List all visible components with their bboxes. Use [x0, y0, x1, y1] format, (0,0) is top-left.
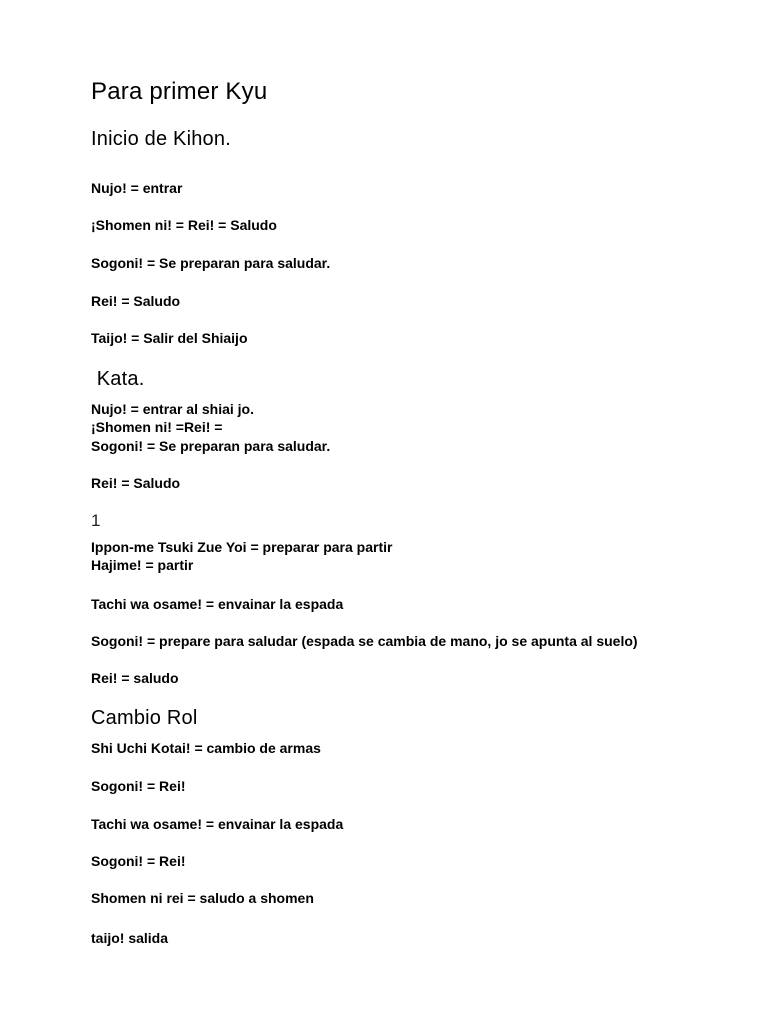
cambio-line-6: taijo! salida — [91, 930, 169, 946]
kihon-line-3: Sogoni! = Se preparan para saludar. — [91, 255, 331, 271]
section-heading-kihon: Inicio de Kihon. — [91, 128, 231, 150]
section1-line-3: Tachi wa osame! = envainar la espada — [91, 596, 344, 612]
section1-line-1: Ippon-me Tsuki Zue Yoi = preparar para partir — [91, 539, 393, 555]
kata-line-3: Sogoni! = Se preparan para saludar. — [91, 438, 331, 454]
cambio-line-5: Shomen ni rei = saludo a shomen — [91, 890, 314, 906]
cambio-line-1: Shi Uchi Kotai! = cambio de armas — [91, 740, 321, 756]
section1-line-2: Hajime! = partir — [91, 557, 194, 573]
cambio-line-3: Tachi wa osame! = envainar la espada — [91, 816, 344, 832]
kihon-line-4: Rei! = Saludo — [91, 293, 181, 309]
section1-line-4: Sogoni! = prepare para saludar (espada se cambia de mano, jo se apunta al suelo) — [91, 633, 638, 649]
section-heading-kata: Kata. — [91, 368, 145, 390]
section-heading-cambio-rol: Cambio Rol — [91, 707, 198, 729]
kihon-line-5: Taijo! = Salir del Shiaijo — [91, 330, 248, 346]
section1-line-5: Rei! = saludo — [91, 670, 179, 686]
kata-line-4: Rei! = Saludo — [91, 475, 181, 491]
cambio-line-2: Sogoni! = Rei! — [91, 778, 186, 794]
kihon-line-1: Nujo! = entrar — [91, 180, 183, 196]
kata-line-2: ¡Shomen ni! =Rei! = — [91, 419, 223, 435]
kata-line-1: Nujo! = entrar al shiai jo. — [91, 401, 254, 417]
cambio-line-4: Sogoni! = Rei! — [91, 853, 186, 869]
document-title: Para primer Kyu — [91, 78, 268, 105]
kihon-line-2: ¡Shomen ni! = Rei! = Saludo — [91, 217, 277, 233]
section-heading-1: 1 — [91, 511, 101, 530]
